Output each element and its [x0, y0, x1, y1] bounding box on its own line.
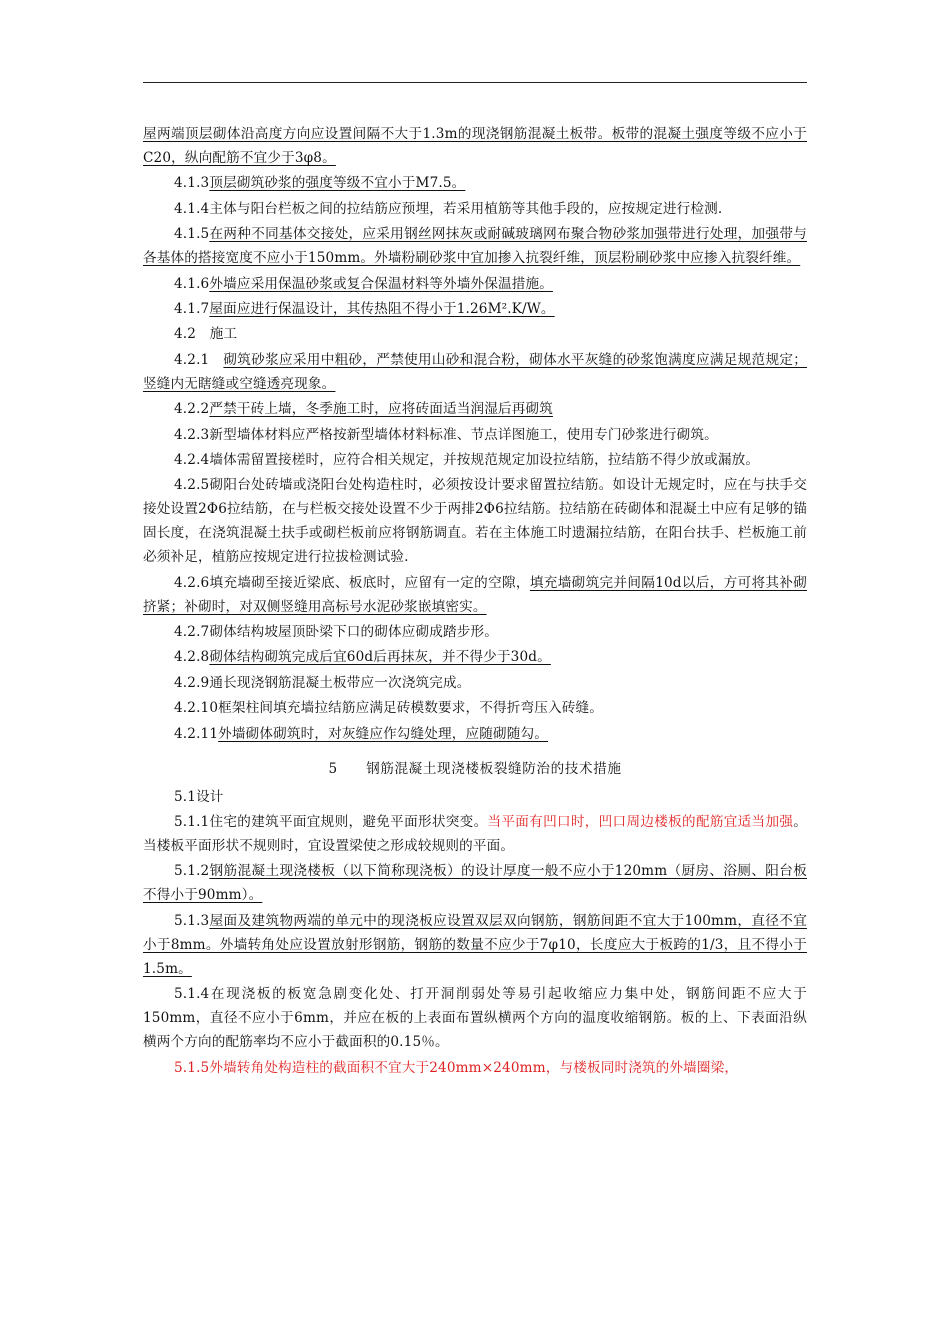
text-run: 4.2.9通长现浇钢筋混凝土板带应一次浇筑完成。 [174, 674, 471, 691]
paragraph [143, 171, 807, 195]
paragraph [143, 859, 807, 907]
paragraph [143, 272, 807, 296]
text-run: 4.2 施工 [174, 326, 238, 343]
paragraph [143, 448, 807, 472]
underlined-text: 填充墙砌筑完并间隔10d以后，方可将其补砌挤紧；补砌时，对双侧竖缝用高标号水泥砂浆嵌填密实。 [143, 574, 807, 615]
paragraph [143, 645, 807, 669]
text-run: 4.2.5砌阳台处砖墙或浇阳台处构造柱时，必须按设计要求留置拉结筋。如设计无规定时，应在与扶手交接处设置2Φ6拉结筋，在与栏板交接处设置不少于两排2Φ6拉结筋。拉结筋在砖砌体和混凝土中应有足够的锚固长度，在浇筑混凝土扶手或砌栏板前应将钢筋调直。若在主体施工时遗漏拉结筋，在阳台扶手、栏板施工前必须补足，植筋应按规定进行拉拔检测试验. [143, 477, 807, 566]
text-run: 4.2.10框架柱间填充墙拉结筋应满足砖模数要求，不得折弯压入砖缝。 [174, 700, 603, 717]
paragraph [143, 620, 807, 644]
section-heading [143, 757, 807, 781]
paragraph [143, 122, 807, 170]
underlined-text: 外墙砌体砌筑时，对灰缝应作勾缝处理，应随砌随勾。 [218, 725, 548, 742]
paragraph [143, 197, 807, 221]
underlined-text: 在两种不同基体交接处，应采用钢丝网抹灰或耐碱玻璃网布聚合物砂浆加强带进行处理，加强带与各基体的搭接宽度不应小于150mm。外墙粉刷砂浆中宜加掺入抗裂纤维，顶层粉刷砂浆中应掺入抗裂纤维。 [143, 226, 807, 267]
document-body [143, 122, 807, 1081]
paragraph [143, 348, 807, 396]
underlined-text: 砌体结构砌筑完成后宜60d后再抹灰，并不得少于30d。 [209, 649, 551, 666]
text-run: 4.2.3新型墙体材料应严格按新型墙体材料标准、节点详图施工，使用专门砂浆进行砌筑。 [174, 426, 718, 443]
text-run: 5.1.2 [174, 863, 210, 880]
text-run: 4.1.6 [174, 275, 210, 292]
header-rule [143, 82, 807, 83]
text-run: 4.1.7 [174, 300, 210, 317]
text-run: 4.2.2 [174, 401, 210, 418]
text-run: 5.1.4在现浇板的板宽急剧变化处、打开洞削弱处等易引起收缩应力集中处，钢筋间距不应大于150mm，直径不应小于6mm，并应在板的上表面布置纵横两个方向的温度收缩钢筋。板的上、下表面沿纵横两个方向的配筋率均不应小于截面积的0.15％。 [143, 986, 807, 1051]
paragraph [143, 222, 807, 270]
text-run: 。当楼板平面形状不规则时，宜设置梁使之形成较规则的平面。 [143, 814, 807, 855]
paragraph [143, 909, 807, 981]
paragraph [143, 696, 807, 720]
text-run: 4.1.4主体与阳台栏板之间的拉结筋应预埋，若采用植筋等其他手段的，应按规定进行检测. [174, 200, 723, 217]
underlined-text: 砌筑砂浆应采用中粗砂，严禁使用山砂和混合粉，砌体水平灰缝的砂浆饱满度应满足规范规定；竖缝内无瞎缝或空缝透亮现象。 [143, 351, 808, 392]
paragraph [143, 397, 807, 421]
paragraph [143, 982, 807, 1054]
text-run: 4.2.11 [174, 725, 219, 742]
text-run: 4.2.7砌体结构坡屋顶卧梁下口的砌体应砌成踏步形。 [174, 624, 498, 641]
paragraph [143, 722, 807, 746]
underlined-text: 屋面应进行保温设计，其传热阻不得小于1.26M².K/W。 [209, 300, 555, 317]
text-run: 4.2.4墙体需留置接槎时，应符合相关规定，并按规范规定加设拉结筋，拉结筋不得少放或漏放。 [174, 451, 760, 468]
text-run: 4.2.8 [174, 649, 210, 666]
paragraph [143, 322, 807, 346]
text-run: 5.1设计 [174, 788, 224, 805]
paragraph [143, 785, 807, 809]
highlighted-text: 当平面有凹口时，凹口周边楼板的配筋宜适当加强 [487, 814, 794, 831]
paragraph [143, 671, 807, 695]
text-run: 4.2.6填充墙砌至接近梁底、板底时，应留有一定的空隙， [174, 574, 530, 591]
underlined-text: 屋面及建筑物两端的单元中的现浇板应设置双层双向钢筋，钢筋间距不宜大于100mm，直径不宜小于8mm。外墙转角处应设置放射形钢筋，钢筋的数量不应少于7φ10，长度应大于板跨的1/3，且不得小于1.5m。 [143, 912, 807, 977]
text-run: 5.1.3 [174, 912, 210, 929]
underlined-text: 外墙应采用保温砂浆或复合保温材料等外墙外保温措施。 [209, 275, 553, 292]
underlined-text: 屋两端顶层砌体沿高度方向应设置间隔不大于1.3m的现浇钢筋混凝土板带。板带的混凝土强度等级不应小于C20，纵向配筋不宜少于3φ8。 [143, 126, 807, 166]
text-run: 4.1.3 [174, 175, 210, 192]
underlined-text: 钢筋混凝土现浇楼板（以下简称现浇板）的设计厚度一般不应小于120mm（厨房、浴厕、阳台板不得小于90mm）。 [143, 863, 807, 904]
underlined-text: 严禁干砖上墙，冬季施工时，应将砖面适当润湿后再砌筑 [209, 401, 553, 418]
text-run: 5.1.1住宅的建筑平面宜规则，避免平面形状突变。 [174, 814, 488, 831]
text-run: 5 钢筋混凝土现浇楼板裂缝防治的技术措施 [328, 760, 622, 777]
paragraph [143, 1056, 807, 1080]
highlighted-text: 5.1.5外墙转角处构造柱的截面积不宜大于240mm×240mm，与楼板同时浇筑的外墙圈梁， [174, 1059, 739, 1076]
paragraph [143, 571, 807, 619]
paragraph [143, 297, 807, 321]
paragraph [143, 810, 807, 858]
text-run: 4.1.5 [174, 226, 210, 243]
text-run: 4.2.1 [174, 351, 224, 368]
paragraph [143, 473, 807, 569]
underlined-text: 顶层砌筑砂浆的强度等级不宜小于M7.5。 [209, 175, 466, 192]
paragraph [143, 423, 807, 447]
